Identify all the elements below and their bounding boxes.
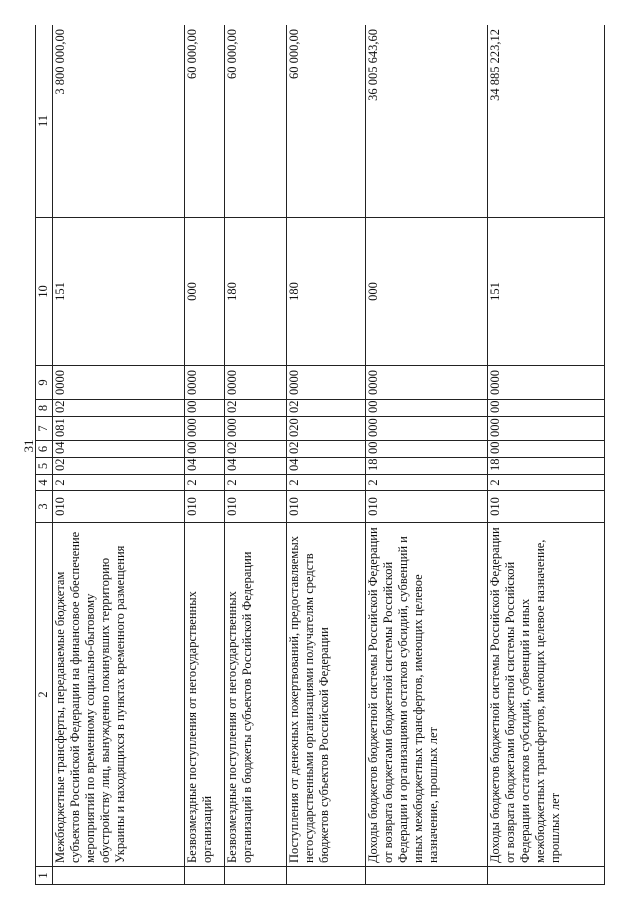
code-cell: 04 (53, 441, 184, 458)
table-row (53, 25, 184, 885)
header-cell: 11 (36, 25, 53, 218)
code-cell: 2 (365, 475, 487, 491)
code-cell: 010 (224, 491, 286, 523)
amount-cell: 60 000,00 (224, 25, 286, 218)
code-cell: 2 (224, 475, 286, 491)
code-cell: 02 (287, 441, 366, 458)
code-cell: 0000 (53, 366, 184, 400)
code-cell: 2 (488, 475, 605, 491)
amount-cell: 34 885 223,12 (488, 25, 605, 218)
amount-cell: 60 000,00 (184, 25, 224, 218)
amount-cell: 3 800 000,00 (53, 25, 184, 218)
header-cell: 6 (36, 441, 53, 458)
rotated-sheet (35, 25, 605, 885)
row-index-cell (224, 867, 286, 885)
header-cell: 4 (36, 475, 53, 491)
code-cell: 02 (53, 458, 184, 475)
row-index-cell (184, 867, 224, 885)
code-cell: 02 (287, 400, 366, 417)
header-cell: 10 (36, 218, 53, 366)
code-cell: 0000 (287, 366, 366, 400)
code-cell: 18 (488, 458, 605, 475)
amount-cell: 60 000,00 (287, 25, 366, 218)
code-cell: 000 (365, 218, 487, 366)
code-cell: 010 (488, 491, 605, 523)
code-cell: 00 (184, 400, 224, 417)
code-cell: 180 (224, 218, 286, 366)
row-name: Межбюджетные трансферты, передаваемые бюджетам субъектов Российской Федерации на финансовое обеспечение мероприятий по временному социально-бытовому обустройству лиц, вынужденно покинувших территорию Украины и находящихся в пунктах временного размещения (53, 523, 184, 867)
row-index-cell (287, 867, 366, 885)
code-cell: 02 (53, 400, 184, 417)
code-cell: 04 (287, 458, 366, 475)
header-cell: 7 (36, 417, 53, 441)
row-index-cell (488, 867, 605, 885)
row-index-cell (365, 867, 487, 885)
code-cell: 151 (488, 218, 605, 366)
code-cell: 000 (365, 417, 487, 441)
code-cell: 151 (53, 218, 184, 366)
code-cell: 081 (53, 417, 184, 441)
code-cell: 0000 (488, 366, 605, 400)
header-row (36, 25, 53, 885)
row-name: Безвозмездные поступления от негосударственных организаций (184, 523, 224, 867)
code-cell: 00 (184, 441, 224, 458)
code-cell: 180 (287, 218, 366, 366)
code-cell: 00 (488, 441, 605, 458)
row-name: Доходы бюджетов бюджетной системы Российской Федерации от возврата бюджетами бюджетной системы Российской Федерации остатков субсидий, субвенций и иных межбюджетных трансфертов, имеющих целевое назначение, прошлых лет (488, 523, 605, 867)
header-cell: 5 (36, 458, 53, 475)
header-cell: 9 (36, 366, 53, 400)
amount-cell: 36 005 643,60 (365, 25, 487, 218)
code-cell: 02 (224, 441, 286, 458)
table-row (365, 25, 487, 885)
row-index-cell (53, 867, 184, 885)
row-name: Безвозмездные поступления от негосударственных организаций в бюджеты субъектов Российской Федерации (224, 523, 286, 867)
code-cell: 010 (184, 491, 224, 523)
code-cell: 2 (53, 475, 184, 491)
code-cell: 010 (287, 491, 366, 523)
code-cell: 000 (184, 417, 224, 441)
table-row (184, 25, 224, 885)
code-cell: 18 (365, 458, 487, 475)
header-cell: 8 (36, 400, 53, 417)
code-cell: 2 (184, 475, 224, 491)
code-cell: 04 (184, 458, 224, 475)
code-cell: 0000 (184, 366, 224, 400)
header-cell: 2 (36, 523, 53, 867)
table-body (36, 25, 605, 885)
code-cell: 2 (287, 475, 366, 491)
table-row (488, 25, 605, 885)
code-cell: 000 (184, 218, 224, 366)
code-cell: 0000 (224, 366, 286, 400)
code-cell: 00 (365, 441, 487, 458)
code-cell: 020 (287, 417, 366, 441)
row-name: Поступления от денежных пожертвований, предоставляемых негосударственными организациями получателям средств бюджетов субъектов Российской Федерации (287, 523, 366, 867)
code-cell: 0000 (365, 366, 487, 400)
row-name: Доходы бюджетов бюджетной системы Российской Федерации от возврата бюджетами бюджетной системы Российской Федерации и организациями остатков субсидий, субвенций и иных межбюджетных трансфертов, имеющих целевое назначение, прошлых лет (365, 523, 487, 867)
table-row (287, 25, 366, 885)
code-cell: 04 (224, 458, 286, 475)
code-cell: 010 (365, 491, 487, 523)
header-cell: 3 (36, 491, 53, 523)
code-cell: 00 (488, 400, 605, 417)
code-cell: 02 (224, 400, 286, 417)
page-number: 31 (21, 439, 36, 453)
budget-table (35, 25, 605, 885)
code-cell: 000 (488, 417, 605, 441)
table-row (224, 25, 286, 885)
code-cell: 000 (224, 417, 286, 441)
code-cell: 00 (365, 400, 487, 417)
header-cell: 1 (36, 867, 53, 885)
code-cell: 010 (53, 491, 184, 523)
